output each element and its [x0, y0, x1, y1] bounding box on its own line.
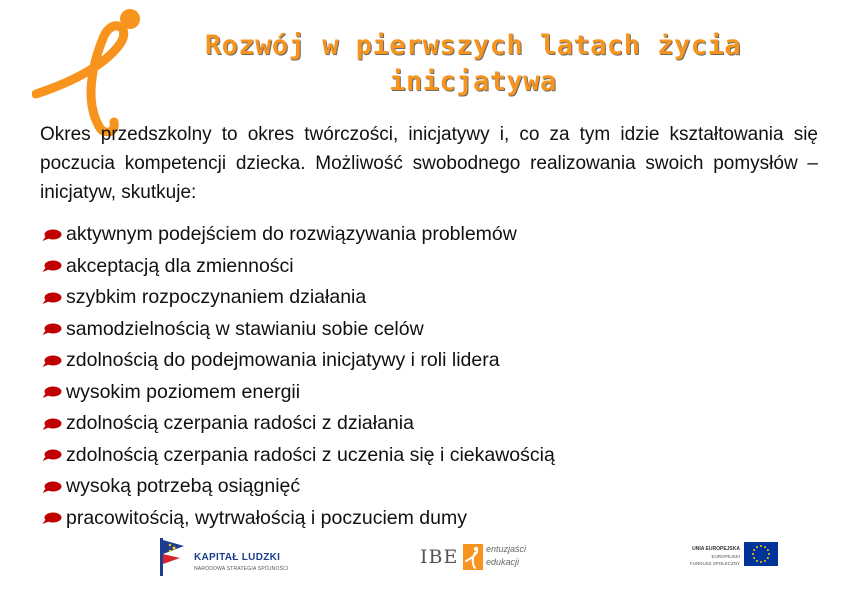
speech-bubble-bullet-icon	[42, 386, 62, 398]
bullet-text: samodzielnością w stawianiu sobie celów	[66, 317, 424, 340]
orange-figure-logo-icon	[32, 4, 152, 136]
bullet-text: akceptacją dla zmienności	[66, 254, 294, 277]
speech-bubble-bullet-icon	[42, 418, 62, 430]
list-item	[42, 471, 802, 503]
kapital-ludzki-name: KAPITAŁ LUDZKI	[194, 552, 281, 563]
speech-bubble-bullet-icon	[42, 449, 62, 461]
title-line-2: inicjatywa	[389, 66, 557, 97]
bullet-text: wysokim poziomem energii	[66, 380, 301, 403]
eu-line-3: FUNDUSZ SPOŁECZNY	[689, 561, 740, 566]
ibe-name: IBE	[420, 546, 459, 568]
bullet-text: pracowitością, wytrwałością i poczuciem dumy	[66, 506, 467, 529]
list-item	[42, 219, 802, 251]
kapital-ludzki-subtitle: NARODOWA STRATEGIA SPÓJNOŚCI	[194, 566, 289, 572]
intro-paragraph: Okres przedszkolny to okres twórczości, inicjatywy i, co za tym idzie kształtowania się poczucia kompetencji dziecka. Możliwość swobodnego realizowania swoich pomysłów – inicjatyw, skutkuje:	[40, 124, 818, 203]
bullet-text: zdolnością czerpania radości z działania	[66, 412, 414, 435]
eu-line-2: EUROPEJSKI	[711, 554, 740, 559]
ibe-tagline-1: entuzjaści	[486, 544, 527, 554]
bullet-text: zdolnością czerpania radości z uczenia się i ciekawością	[66, 443, 555, 466]
speech-bubble-bullet-icon	[42, 355, 62, 367]
speech-bubble-bullet-icon	[42, 292, 62, 304]
list-item	[42, 345, 802, 377]
kapital-ludzki-flag-icon	[158, 536, 186, 578]
speech-bubble-bullet-icon	[42, 481, 62, 493]
list-item	[42, 282, 802, 314]
bullet-text: zdolnością do podejmowania inicjatywy i roli lidera	[66, 349, 500, 372]
title-line-1: Rozwój w pierwszych latach życia	[204, 30, 742, 61]
list-item	[42, 408, 802, 440]
speech-bubble-bullet-icon	[42, 229, 62, 241]
bullet-text: aktywnym podejściem do rozwiązywania problemów	[66, 223, 517, 246]
bullet-text: szybkim rozpoczynaniem działania	[66, 286, 367, 309]
bullet-text: wysoką potrzebą osiągnięć	[66, 475, 301, 498]
eu-flag-icon	[744, 542, 778, 566]
list-item	[42, 251, 802, 283]
footer-logos	[0, 528, 842, 588]
list-item	[42, 377, 802, 409]
eu-line-1: UNIA EUROPEJSKA	[692, 546, 740, 552]
speech-bubble-bullet-icon	[42, 323, 62, 335]
ibe-tagline-2: edukacji	[486, 557, 520, 567]
speech-bubble-bullet-icon	[42, 512, 62, 524]
list-item	[42, 440, 802, 472]
ibe-logo	[420, 540, 550, 576]
speech-bubble-bullet-icon	[42, 260, 62, 272]
page-title	[150, 28, 796, 100]
list-item	[42, 314, 802, 346]
eu-logo	[680, 540, 780, 572]
ibe-figure-icon	[463, 544, 483, 570]
bullet-list	[42, 219, 802, 534]
kapital-ludzki-logo	[158, 536, 328, 578]
